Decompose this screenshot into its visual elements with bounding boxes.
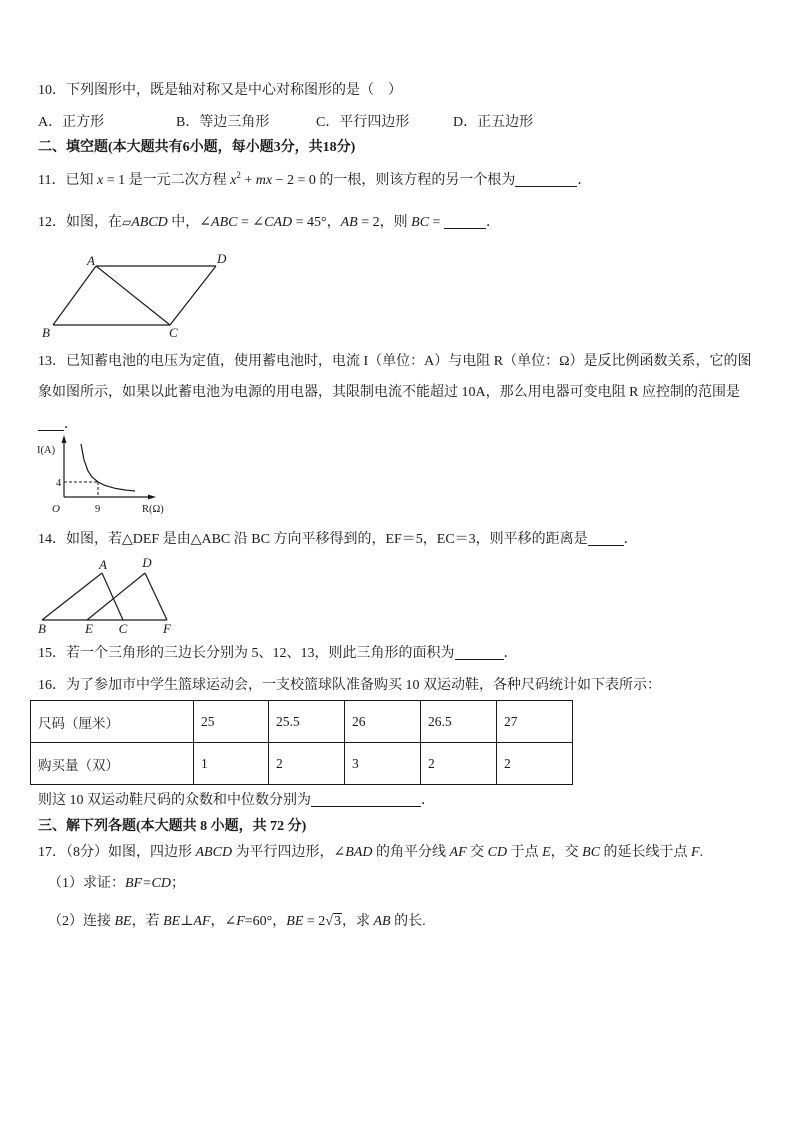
side-dc — [170, 266, 216, 325]
q17-2-text: =60°， — [244, 914, 287, 929]
side-ed — [87, 573, 145, 620]
question-11 — [38, 172, 591, 190]
q17-2-text: ，若 — [131, 914, 164, 929]
question-16-stem: 16．为了参加市中学生篮球运动会，一支校篮球队准备购买 10 双运动鞋，各种尺码统计如下表所示： — [38, 678, 661, 693]
origin-label: O — [52, 503, 60, 515]
q16-text: 则这 10 双运动鞋尺码的众数和中位数分别为 — [38, 793, 311, 808]
q12-text: = 45°， — [292, 215, 341, 230]
q11-text: + — [240, 173, 256, 188]
y-axis-label: I(A) — [37, 445, 56, 456]
vertex-label-b: B — [42, 325, 50, 340]
q17-text: 的延长线于点 — [600, 845, 692, 860]
vertex-label-c: C — [118, 621, 128, 636]
q16-period: ． — [421, 793, 435, 808]
vertex-label-d: D — [217, 251, 227, 266]
hyperbola-curve — [81, 444, 135, 491]
y-tick-4: 4 — [56, 478, 62, 489]
q17-text: 于点 — [507, 845, 543, 860]
question-15 — [38, 645, 518, 663]
side-ac — [102, 573, 123, 620]
q17-var: BC — [582, 845, 601, 860]
q12-period: ． — [485, 215, 500, 230]
q17-var: ABCD — [195, 845, 233, 860]
q11-text: 11．已知 — [38, 173, 97, 188]
q12-var: ABC — [211, 215, 238, 230]
q12-text: 中， — [167, 215, 200, 230]
diagonal-ac — [96, 266, 170, 325]
q11-period: ． — [577, 173, 592, 188]
section-2-heading: 二、填空题(本大题共有6小题，每小题3分，共18分) — [38, 140, 356, 155]
q17-2-var: AB — [373, 914, 391, 929]
question-17-part-1 — [48, 875, 185, 893]
q12-var: ABCD — [131, 215, 168, 230]
q17-2-var: F — [236, 914, 245, 929]
q15-text: 15．若一个三角形的三边长分别为 5、12、13，则此三角形的面积为 — [38, 646, 455, 661]
table-cell: 26 — [345, 701, 421, 743]
q17-text: . — [699, 845, 704, 860]
option-b: B．等边三角形 — [176, 115, 270, 130]
q14-period: ． — [623, 532, 638, 547]
question-13-line-2: 象如图所示，如果以此蓄电池为电源的用电器，其限制电流不能超过 10A，那么用电器可变电阻 R 应控制的范围是 — [38, 385, 740, 400]
answer-blank — [455, 646, 504, 660]
q11-var-mx: mx — [255, 173, 273, 188]
table-row — [31, 743, 573, 785]
table-cell: 3 — [345, 743, 421, 785]
q17-var: AF — [449, 845, 467, 860]
q17-var: E — [542, 845, 551, 860]
q14-text: 14．如图，若△DEF 是由△ABC 沿 BC 方向平移得到的，EF＝5，EC＝3，则平移的距离是 — [38, 532, 588, 547]
translated-triangles-figure — [30, 555, 180, 640]
parallelogram-figure — [30, 250, 240, 342]
q12-text: = ∠ — [237, 215, 265, 230]
vertex-label-a: A — [87, 253, 95, 268]
q17-text: 交 — [466, 845, 488, 860]
q17-var: CD — [487, 845, 508, 860]
q17-1-text: ； — [171, 876, 185, 891]
side-df — [145, 573, 167, 620]
vertex-label-e: E — [85, 621, 93, 636]
q11-text: − 2 = 0 的一根，则该方程的另一个根为 — [272, 173, 516, 188]
question-17-stem — [38, 844, 703, 862]
answer-blank — [588, 532, 624, 546]
vertex-label-f: F — [163, 621, 171, 636]
q11-exponent: 2 — [236, 170, 241, 180]
q17-2-var: BE — [286, 914, 304, 929]
option-c: C．平行四边形 — [316, 115, 410, 130]
q12-var: CAD — [264, 215, 293, 230]
table-cell: 25.5 — [269, 701, 345, 743]
q17-2-text: ，∠ — [210, 914, 237, 929]
q12-text: = 2，则 — [357, 215, 412, 230]
question-16-question — [38, 792, 435, 810]
q12-var: BC — [411, 215, 430, 230]
question-14 — [38, 531, 638, 549]
option-a: A．正方形 — [38, 115, 105, 130]
x-tick-9: 9 — [95, 504, 101, 515]
sqrt-radicand: 3 — [333, 914, 341, 929]
answer-blank — [515, 173, 577, 187]
sqrt-symbol: √ — [325, 914, 333, 929]
q17-text: ，交 — [550, 845, 583, 860]
table-cell: 2 — [497, 743, 573, 785]
vertex-label-c: C — [169, 325, 178, 340]
vertex-label-d: D — [142, 555, 152, 570]
q12-text: 12．如图，在 — [38, 215, 122, 230]
q17-1-var: BF=CD — [125, 876, 171, 891]
q17-2-text: 的长. — [390, 914, 426, 929]
table-cell: 26.5 — [421, 701, 497, 743]
q17-1-text: （1）求证： — [48, 876, 125, 891]
y-axis-arrow — [62, 435, 67, 443]
section-3-heading: 三、解下列各题(本大题共 8 小题，共 72 分) — [38, 819, 307, 834]
vertex-label-b: B — [38, 621, 46, 636]
parallelogram-symbol: ▱ — [122, 215, 132, 229]
q17-var: F — [691, 845, 700, 860]
side-ba — [42, 573, 102, 620]
answer-blank — [311, 793, 421, 807]
answer-blank — [38, 417, 64, 431]
q13-period: ． — [64, 417, 78, 432]
question-13-line-1: 13．已知蓄电池的电压为定值，使用蓄电池时，电流 I（单位：A）与电阻 R（单位：Ω）是反比例函数关系，它的图 — [38, 354, 752, 369]
table-cell: 2 — [269, 743, 345, 785]
side-ab — [53, 266, 96, 325]
q17-2-text: （2）连接 — [48, 914, 115, 929]
question-17-part-2 — [48, 913, 426, 931]
question-10-stem: 10．下列图形中，既是轴对称又是中心对称图形的是（ ） — [38, 83, 402, 98]
q17-2-var: BE — [114, 914, 132, 929]
q17-2-text: = 2 — [303, 914, 326, 929]
q17-2-text: ，求 — [341, 914, 374, 929]
vertex-label-a: A — [99, 557, 107, 572]
inverse-function-graph — [30, 432, 170, 517]
q17-text: 为平行四边形，∠ — [232, 845, 346, 860]
table-cell: 1 — [194, 743, 269, 785]
table-row — [31, 701, 573, 743]
q17-text: 17．（8分）如图，四边形 — [38, 845, 196, 860]
q15-period: ． — [503, 646, 518, 661]
table-cell: 25 — [194, 701, 269, 743]
angle-symbol: ∠ — [199, 215, 212, 230]
table-cell: 27 — [497, 701, 573, 743]
q12-text: = — [429, 215, 444, 230]
q17-2-var: BE⊥AF — [163, 914, 211, 929]
q11-var-x: x — [230, 173, 237, 188]
x-axis-label: R(Ω) — [142, 504, 164, 515]
answer-blank — [444, 215, 486, 229]
table-cell: 2 — [421, 743, 497, 785]
question-12 — [38, 213, 500, 231]
row-header-quantity: 购买量（双） — [31, 743, 194, 785]
q11-text: = 1 是一元二次方程 — [103, 173, 231, 188]
q11-var-x: x — [96, 173, 104, 188]
q12-var: AB — [340, 215, 358, 230]
q17-var: BAD — [345, 845, 373, 860]
question-10-options — [0, 114, 700, 132]
x-axis-arrow — [148, 495, 156, 500]
shoe-size-table — [30, 700, 573, 785]
q17-text: 的角平分线 — [372, 845, 450, 860]
row-header-size: 尺码（厘米） — [31, 701, 194, 743]
option-d: D．正五边形 — [453, 115, 534, 130]
